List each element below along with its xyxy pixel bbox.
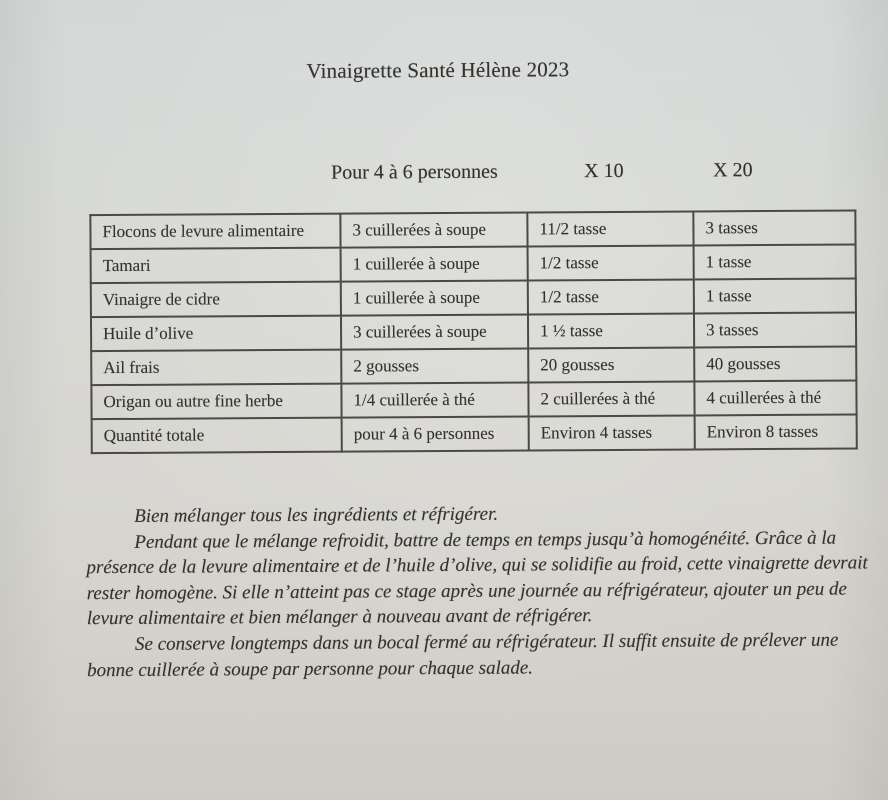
amount-cell: 1/4 cuillerée à thé bbox=[341, 382, 528, 417]
amount-x10-cell: 11/2 tasse bbox=[527, 211, 693, 246]
table-row bbox=[91, 380, 856, 419]
ingredient-cell: Flocons de levure alimentaire bbox=[90, 214, 340, 250]
table-row bbox=[91, 312, 856, 351]
amount-x10-cell: 1/2 tasse bbox=[528, 279, 694, 314]
table-row bbox=[91, 346, 856, 385]
amount-cell: 1 cuillerée à soupe bbox=[341, 280, 528, 315]
note-paragraph: Bien mélanger tous les ingrédients et réfrigérer. bbox=[134, 503, 499, 527]
amount-x10-cell: 1 ½ tasse bbox=[528, 313, 694, 348]
ingredient-cell: Tamari bbox=[91, 248, 341, 284]
amount-x20-cell: Environ 8 tasses bbox=[695, 414, 857, 449]
amount-x20-cell: 3 tasses bbox=[694, 312, 856, 347]
page-title: Vinaigrette Santé Hélène 2023 bbox=[306, 57, 570, 83]
ingredient-cell: Origan ou autre fine herbe bbox=[91, 384, 341, 420]
ingredient-cell: Ail frais bbox=[91, 350, 341, 386]
column-header-x20: X 20 bbox=[713, 159, 753, 182]
amount-x10-cell: 1/2 tasse bbox=[528, 245, 694, 280]
table-row bbox=[90, 210, 855, 249]
amount-cell: 3 cuillerées à soupe bbox=[341, 314, 528, 349]
amount-x10-cell: 2 cuillerées à thé bbox=[528, 381, 694, 416]
amount-cell: 3 cuillerées à soupe bbox=[340, 212, 527, 247]
column-header-x10: X 10 bbox=[584, 159, 624, 183]
table-row bbox=[91, 278, 856, 317]
amount-cell: 1 cuillerée à soupe bbox=[341, 246, 528, 281]
note-paragraph: Pendant que le mélange refroidit, battre de temps en temps jusqu’à homogénéité. Grâce à la présence de la levure alimentaire et de l’huile d’olive, qui se solidifie au froid, cette vinaigrette devrait rester homogène. Si elle n’atteint pas ce stage après une journée au réfrigérateur, ajouter un peu de levure alimentaire et bien mélanger à nouveau avant de réfrigérer. bbox=[86, 527, 868, 630]
column-header-serving: Pour 4 à 6 personnes bbox=[331, 160, 498, 184]
amount-x20-cell: 4 cuillerées à thé bbox=[694, 380, 856, 415]
recipe-table bbox=[89, 209, 857, 454]
ingredient-cell: Vinaigre de cidre bbox=[91, 282, 341, 318]
amount-cell: pour 4 à 6 personnes bbox=[342, 416, 529, 451]
amount-x20-cell: 3 tasses bbox=[693, 210, 855, 245]
ingredient-cell: Quantité totale bbox=[92, 418, 342, 454]
table-row bbox=[91, 244, 856, 283]
amount-x10-cell: 20 gousses bbox=[528, 347, 694, 382]
amount-x20-cell: 1 tasse bbox=[694, 244, 856, 279]
ingredient-cell: Huile d’olive bbox=[91, 316, 341, 352]
table-column-headers bbox=[0, 158, 887, 184]
amount-x20-cell: 40 gousses bbox=[694, 346, 856, 381]
amount-x20-cell: 1 tasse bbox=[694, 278, 856, 313]
note-paragraph: Se conserve longtemps dans un bocal fermé au réfrigérateur. Il suffit ensuite de prélever une bonne cuillerée à soupe par personne pour chaque salade. bbox=[87, 629, 839, 681]
amount-cell: 2 gousses bbox=[341, 348, 528, 383]
instructions-text bbox=[86, 499, 887, 683]
table-row bbox=[92, 414, 857, 453]
amount-x10-cell: Environ 4 tasses bbox=[529, 415, 695, 450]
